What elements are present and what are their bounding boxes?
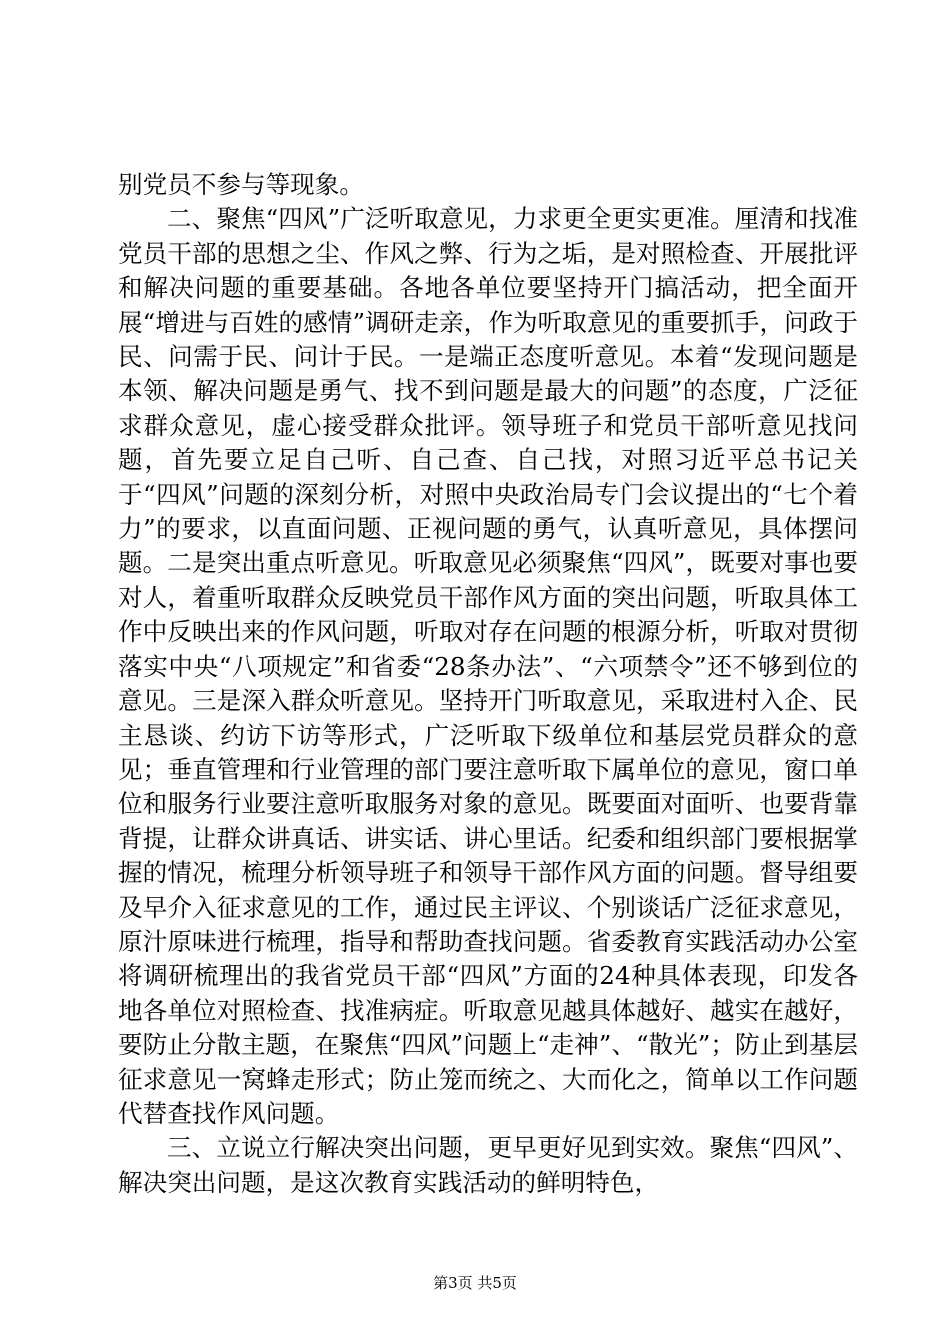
paragraph-continuation: 别党员不参与等现象。 [118,170,364,199]
document-body [118,168,858,1200]
paragraph-section-three: 三、立说立行解决突出问题，更早更好见到实效。聚焦“四风”、解决突出问题，是这次教育实践活动的鲜明特色， [118,1133,858,1197]
paragraph-section-two: 二、聚焦“四风”广泛听取意见，力求更全更实更准。厘清和找准党员干部的思想之尘、作风之弊、行为之垢，是对照检查、开展批评和解决问题的重要基础。各地各单位要坚持开门搞活动，把全面开展“增进与百姓的感情”调研走亲，作为听取意见的重要抓手，问政于民、问需于民、问计于民。一是端正态度听意见。本着“发现问题是本领、解决问题是勇气、找不到问题是最大的问题”的态度，广泛征求群众意见，虚心接受群众批评。领导班子和党员干部听意见找问题，首先要立足自己听、自己查、自己找，对照习近平总书记关于“四风”问题的深刻分析，对照中央政治局专门会议提出的“七个着力”的要求，以直面问题、正视问题的勇气，认真听意见，具体摆问题。二是突出重点听意见。听取意见必须聚焦“四风”，既要对事也要对人，着重听取群众反映党员干部作风方面的突出问题，听取具体工作中反映出来的作风问题，听取对存在问题的根源分析，听取对贯彻落实中央“八项规定”和省委“28条办法”、“六项禁令”还不够到位的意见。三是深入群众听意见。坚持开门听取意见，采取进村入企、民主恳谈、约访下访等形式，广泛听取下级单位和基层党员群众的意见；垂直管理和行业管理的部门要注意听取下属单位的意见，窗口单位和服务行业要注意听取服务对象的意见。既要面对面听、也要背靠背提，让群众讲真话、讲实话、讲心里话。纪委和组织部门要根据掌握的情况，梳理分析领导班子和领导干部作风方面的问题。督导组要及早介入征求意见的工作，通过民主评议、个别谈话广泛征求意见，原汁原味进行梳理，指导和帮助查找问题。省委教育实践活动办公室将调研梳理出的我省党员干部“四风”方面的24种具体表现，印发各地各单位对照检查、找准病症。听取意见越具体越好、越实在越好，要防止分散主题，在聚焦“四风”问题上“走神”、“散光”；防止到基层征求意见一窝蜂走形式；防止笼而统之、大而化之，简单以工作问题代替查找作风问题。 [118,204,858,1128]
page-number-footer: 第3页 共5页 [433,1274,517,1292]
